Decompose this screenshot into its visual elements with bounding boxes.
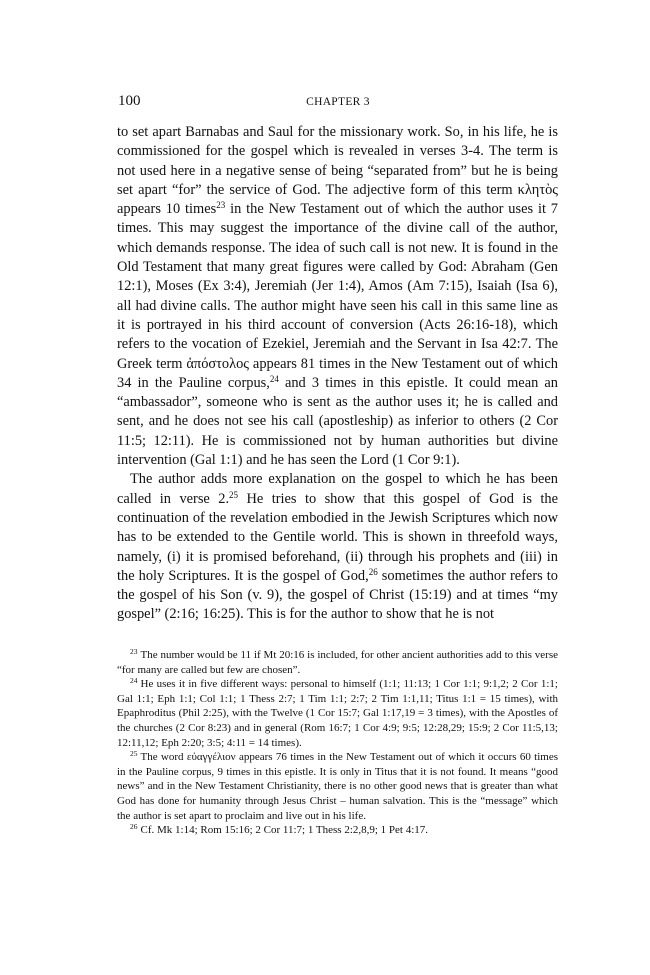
footnote-25 <box>117 750 558 823</box>
footnote-text: The number would be 11 if Mt 20:16 is included, for other ancient authorities add to this verse “for many are called but few are chosen”. <box>117 649 558 676</box>
footnote-text: The word εὐαγγέλιον appears 76 times in the New Testament out of which it occurs 60 times in the Pauline corpus, 9 times in this epistle. It is only in Titus that it is not found. It means “good news” and in the New Testament Christianity, there is no other good news that is greater than what God has done for humanity through Jesus Christ – human salvation. This is the “message” which the author is set apart to proclaim and live out in his life. <box>117 751 558 822</box>
paragraph-2 <box>117 470 558 624</box>
footnote-23 <box>117 648 558 677</box>
footnotes <box>117 648 558 838</box>
footnote-ref-23[interactable]: 23 <box>216 200 226 211</box>
paragraph-2-part-c: sometimes the author refers to the gospel of his Son (v. 9), the gospel of Christ (15:19) and at times “my gospel” (2:16; 16:25). This is for the author to show that he is not <box>117 567 558 623</box>
running-head: CHAPTER 3 <box>306 96 370 108</box>
page-number: 100 <box>118 93 141 109</box>
footnote-mark: 23 <box>130 647 138 656</box>
footnote-mark: 25 <box>130 749 138 759</box>
page-header <box>118 93 558 113</box>
paragraph-1 <box>117 123 558 470</box>
main-text <box>117 123 558 625</box>
paragraph-1-part-a: to set apart Barnabas and Saul for the missionary work. So, in his life, he is commissioned for the gospel which is revealed in verses 3-4. The term is not used here in a negative sense of being “separated from” but he is being set apart “for” the service of God. The adjective form of this term κλητὸς appears 10 times <box>117 124 558 218</box>
footnote-ref-26[interactable]: 26 <box>368 566 378 577</box>
paragraph-2-part-b: He tries to show that this gospel of God is the continuation of the revelation embodied in the Jewish Scriptures which now has to be extended to the Gentile world. This is shown in threefold ways, namely, (i) it is promised beforehand, (ii) through his prophets and (iii) in the holy Scriptures. It is the gospel of God, <box>117 490 558 584</box>
paragraph-1-part-c: and 3 times in this epistle. It could mean an “ambassador”, someone who is sent as the author uses it; he is called and sent, and he does not see his call (apostleship) as inferior to others (2 Cor 11:5; 12:11). He is commissioned not by human authorities but divine intervention (Gal 1:1) and he has seen the Lord (1 Cor 9:1). <box>117 374 558 469</box>
footnote-text: Cf. Mk 1:14; Rom 15:16; 2 Cor 11:7; 1 Thess 2:2,8,9; 1 Pet 4:17. <box>140 824 429 837</box>
footnote-26 <box>117 823 558 838</box>
footnote-ref-25[interactable]: 25 <box>229 489 239 500</box>
footnote-24 <box>117 677 558 750</box>
footnote-ref-24[interactable]: 24 <box>269 373 279 384</box>
footnote-mark: 24 <box>130 676 138 686</box>
footnote-text: He uses it in five different ways: personal to himself (1:1; 11:13; 1 Cor 1:1; 9:1,2; 2 Cor 1:1; Gal 1:1; Eph 1:1; Col 1:1; 1 Thess 2:7; 1 Tim 1:1; 2:7; 2 Tim 1:1,11; Titus 1:1 = 15 times), with Epaphroditus (Phil 2:25), with the Twelve (1 Cor 15:7; Gal 1:17,19 = 3 times), with the Apostles of the churches (2 Cor 8:23) and in general (Rom 16:7; 1 Cor 4:9; 9:5; 12:28,29; 15:9; 2 Cor 11:5,13; 12:11,12; Eph 2:20; 3:5; 4:11 = 14 times). <box>117 678 558 749</box>
paragraph-2-part-a: The author adds more explanation on the gospel to which he has been called in verse 2. <box>117 471 558 507</box>
paragraph-1-part-b: in the New Testament out of which the author uses it 7 times. This may suggest the importance of the divine call of the author, which demands response. The idea of such call is not new. It is found in the Old Testament that many great figures were called by God: Abraham (Gen 12:1), Moses (Ex 3:4), Jeremiah (Jer 1:4), Amos (Am 7:15), Isaiah (Isa 6), all had divine calls. The author might have seen his call in this same line as it is portrayed in his third account of conversion (Acts 26:16-18), which refers to the vocation of Ezekiel, Jeremiah and the Servant in Isa 42:7. The Greek term ἀπόστολος appears 81 times in the New Testament out of which 34 in the Pauline corpus, <box>117 201 558 391</box>
footnote-mark: 26 <box>130 822 138 832</box>
